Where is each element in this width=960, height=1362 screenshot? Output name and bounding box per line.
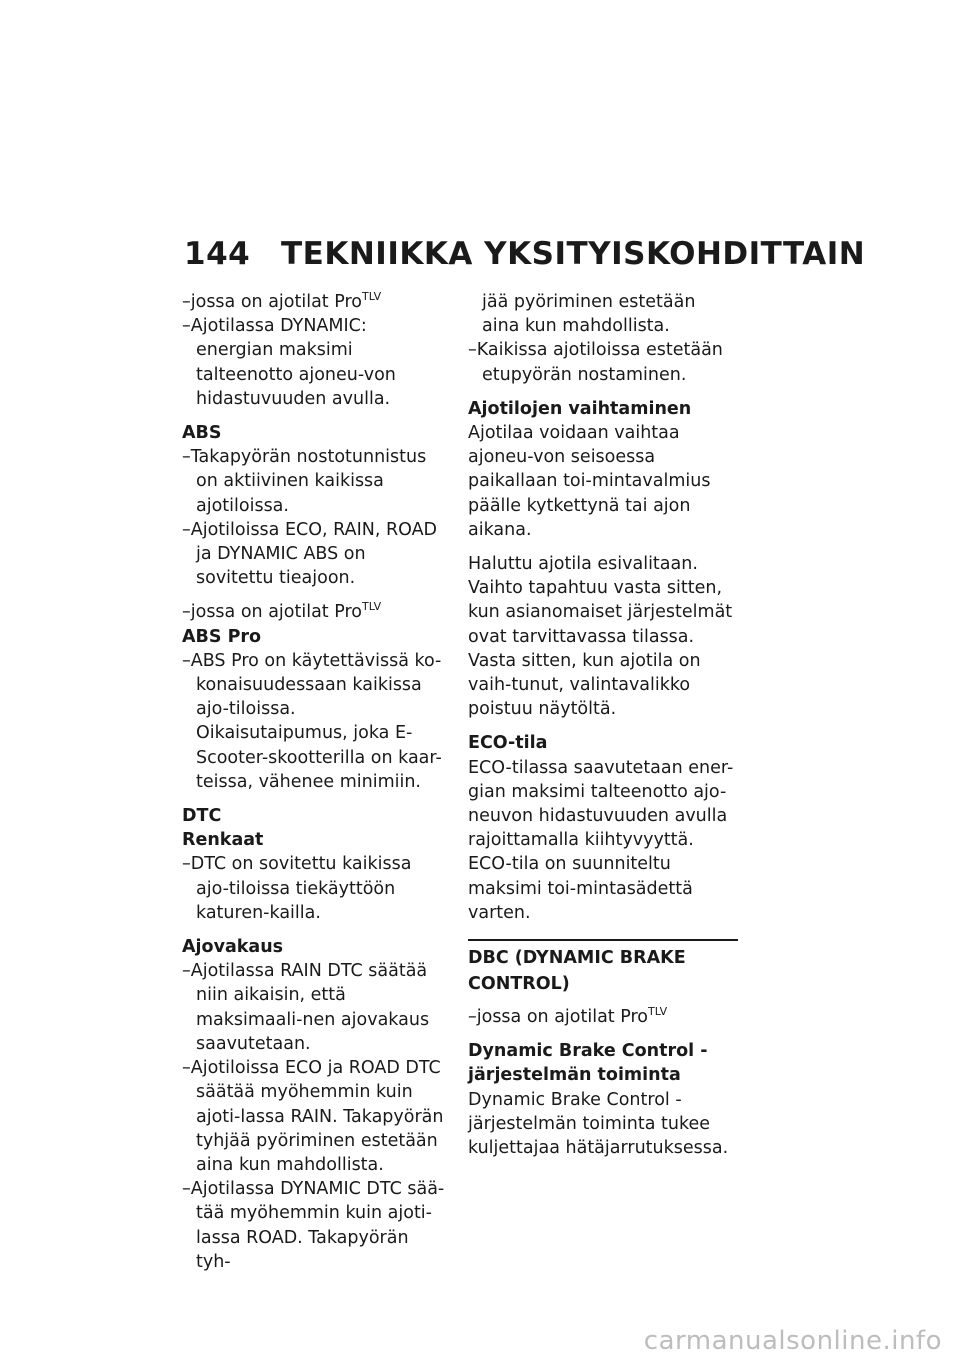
tlv-superscript: TLV [648,1005,668,1019]
list-item: –Takapyörän nostotunnistus on aktiivinen kaikissa ajotiloissa. [182,447,427,516]
pro-mode-text: –jossa on ajotilat Pro [468,1007,648,1028]
list-item [182,290,448,314]
tlv-superscript: TLV [362,290,382,303]
list-item [468,1005,738,1029]
paragraph: Vaihto tapahtuu vasta sitten, kun asianomaiset järjestelmät ovat tarvittavassa tilassa. [468,578,733,647]
list-item: –Ajotiloissa ECO ja ROAD DTC säätää myöhemmin kuin ajoti-lassa RAIN. Takapyörän tyhjää pyöriminen estetään aina kun mahdollista. [182,1058,444,1175]
list-item: –Ajotiloissa ECO, RAIN, ROAD ja DYNAMIC ABS on sovitettu tieajoon. [182,519,438,589]
sub-heading: Renkaat [182,830,264,851]
continued-text: jää pyöriminen estetään aina kun mahdollista. [482,292,696,337]
list-item: –Ajotilassa RAIN DTC säätää niin aikaisin, että maksimaali-nen ajovakaus saavutetaan. [182,961,430,1054]
section-title: DBC (DYNAMIC BRAKE CONTROL) [468,939,738,997]
page-number: 144 [184,236,251,272]
list-item [182,600,448,624]
page-header [184,236,866,272]
list-item: –ABS Pro on käytettävissä ko-konaisuudessaan kaikissa ajo-tiloissa. Oikaisutaipumus, joka E-Scooter-skootterilla on kaar-teissa, vähenee minimiin. [182,650,442,792]
section-heading: ABS [182,423,222,444]
paragraph: ECO-tilassa saavutetaan ener-gian maksimi talteenotto ajo-neuvon hidastuvuuden avulla rajoittamalla kiihtyvyyttä. ECO-tila on suunniteltu maksimi toi-mintasädettä varten. [468,757,734,923]
watermark: carmanualsonline.info [643,1326,942,1356]
section-heading: DTC [182,806,222,827]
sub-heading: Ajovakaus [182,937,284,958]
list-item: –Kaikissa ajotiloissa estetään etupyörän nostaminen. [468,340,723,385]
list-item: –Ajotilassa DYNAMIC DTC sää-tää myöhemmin kuin ajoti-lassa ROAD. Takapyörän tyh- [182,1179,445,1272]
paragraph: Haluttu ajotila esivalitaan. [468,554,698,575]
pro-mode-text: –jossa on ajotilat Pro [182,292,362,312]
sub-heading: Ajotilojen vaihtaminen [468,398,692,419]
left-column [182,290,448,1274]
sub-heading: Dynamic Brake Control -järjestelmän toiminta [468,1041,708,1086]
paragraph: Dynamic Brake Control -järjestelmän toiminta tukee kuljettajaa hätäjarrutuksessa. [468,1089,729,1159]
paragraph: Ajotilaa voidaan vaihtaa ajoneu-von seisoessa paikallaan toi-mintavalmius päälle kytkettynä tai ajon aikana. [468,423,711,540]
page-title: TEKNIIKKA YKSITYISKOHDITTAIN [281,236,866,272]
list-item: –DTC on sovitettu kaikissa ajo-tiloissa tiekäyttöön katuren-kailla. [182,854,412,923]
right-column [468,290,738,1170]
pro-mode-text: –jossa on ajotilat Pro [182,602,362,623]
sub-heading: ECO-tila [468,733,548,754]
paragraph: Vasta sitten, kun ajotila on vaih-tunut, valintavalikko poistuu näytöltä. [468,650,701,720]
section-heading: ABS Pro [182,626,262,647]
list-item: –Ajotilassa DYNAMIC: energian maksimi talteenotto ajoneu-von hidastuvuuden avulla. [182,316,396,409]
tlv-superscript: TLV [362,600,382,614]
